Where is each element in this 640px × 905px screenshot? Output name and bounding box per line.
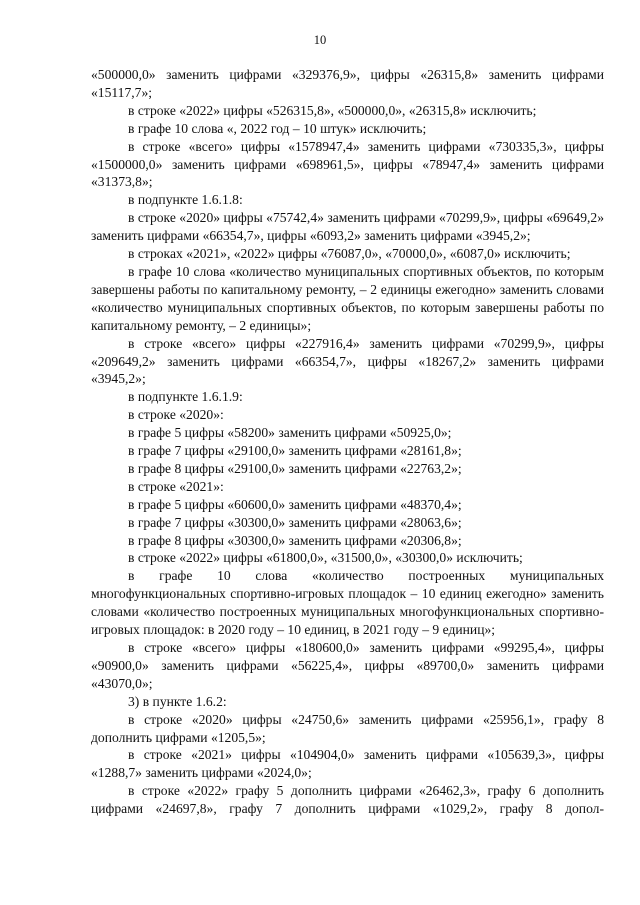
paragraph: в графе 10 слова «количество построенных муниципальных многофункциональных спортивно-игровых площадок – 10 единиц ежегодно» заменить словами «количество построенных муниципальных многофункциональных спортивно-игровых площадок: в 2020 году – 10 единиц, в 2021 году – 9 единиц»; (91, 568, 604, 638)
paragraph: в строке «всего» цифры «227916,4» заменить цифрами «70299,9», цифры «209649,2» заменить цифрами «66354,7», цифры «18267,2» заменить цифрами «3945,2»; (91, 335, 604, 387)
paragraph: в строке «2022» цифры «526315,8», «500000,0», «26315,8» исключить; (128, 102, 537, 118)
paragraph: в строке «всего» цифры «180600,0» заменить цифрами «99295,4», цифры «90900,0» заменить цифрами «56225,4», цифры «89700,0» заменить цифрами «43070,0»; (91, 640, 604, 691)
paragraph: в подпункте 1.6.1.8: (128, 192, 243, 208)
paragraph: в строке «2022» цифры «61800,0», «31500,0», «30300,0» исключить; (128, 550, 523, 566)
paragraph: в графе 5 цифры «60600,0» заменить цифрами «48370,4»; (128, 496, 462, 512)
paragraph: «500000,0» заменить цифрами «329376,9», цифры «26315,8» заменить цифрами «15117,7»; (91, 67, 604, 100)
paragraph: в графе 8 цифры «29100,0» заменить цифрами «22763,2»; (128, 460, 462, 476)
paragraph: в графе 8 цифры «30300,0» заменить цифрами «20306,8»; (128, 532, 462, 548)
paragraph: в графе 10 слова «количество муниципальных спортивных объектов, по которым завершены работы по капитальному ремонту, – 2 единицы ежегодно» заменить словами «количество муниципальных спортивных объектов, по которым завершены работы по капитальному ремонту, – 2 единицы»; (91, 263, 604, 333)
paragraph: 3) в пункте 1.6.2: (128, 693, 227, 709)
paragraph: в строке «2022» графу 5 дополнить цифрами «26462,3», графу 6 дополнить цифрами «24697,8», графу 7 дополнить цифрами «1029,2», графу 8 допол- (91, 783, 604, 817)
paragraph: в строке «2020» цифры «75742,4» заменить цифрами «70299,9», цифры «69649,2» заменить цифрами «66354,7», цифры «6093,2» заменить цифрами «3945,2»; (91, 210, 604, 244)
paragraph: в строке «2020» цифры «24750,6» заменить цифрами «25956,1», графу 8 дополнить цифрами «1205,5»; (91, 711, 604, 745)
paragraph: в строке «2020»: (128, 407, 224, 423)
paragraph: в графе 10 слова «, 2022 год – 10 штук» исключить; (128, 120, 427, 136)
paragraph: в подпункте 1.6.1.9: (128, 389, 243, 405)
paragraph: в строке «2021» цифры «104904,0» заменить цифрами «105639,3», цифры «1288,7» заменить цифрами «2024,0»; (91, 747, 604, 781)
paragraph: в строках «2021», «2022» цифры «76087,0», «70000,0», «6087,0» исключить; (128, 246, 571, 262)
paragraph: в строке «всего» цифры «1578947,4» заменить цифрами «730335,3», цифры «1500000,0» заменить цифрами «698961,5», цифры «78947,4» заменить цифрами «31373,8»; (91, 138, 604, 190)
page-number: 10 (313, 33, 327, 47)
paragraph: в графе 7 цифры «29100,0» заменить цифрами «28161,8»; (128, 443, 462, 459)
document-body (91, 66, 604, 818)
paragraph: в графе 5 цифры «58200» заменить цифрами «50925,0»; (128, 425, 452, 441)
paragraph: в графе 7 цифры «30300,0» заменить цифрами «28063,6»; (128, 514, 462, 530)
paragraph: в строке «2021»: (128, 478, 224, 494)
